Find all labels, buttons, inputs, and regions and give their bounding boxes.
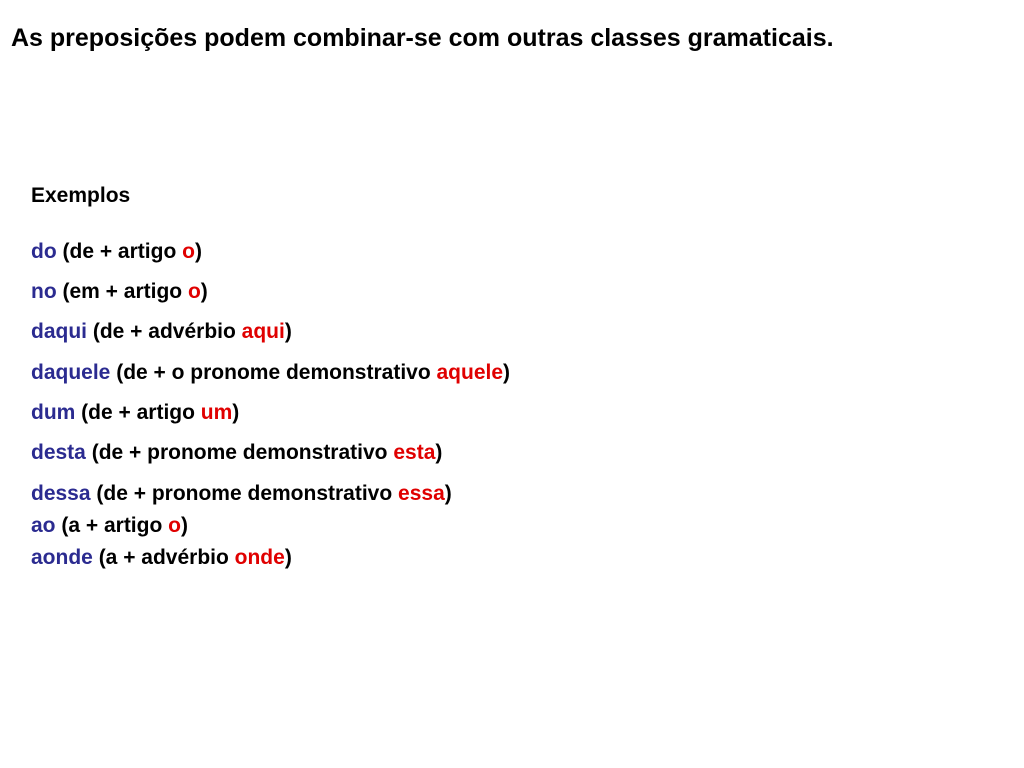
composition-open: (a + advérbio xyxy=(98,546,235,569)
composition-open: (de + o pronome demonstrativo xyxy=(116,361,437,384)
contraction-word: dum xyxy=(31,401,76,424)
example-row xyxy=(31,238,202,266)
example-row xyxy=(31,480,452,508)
examples-heading: Exemplos xyxy=(31,184,131,207)
contraction-word: aonde xyxy=(31,546,93,569)
composition-open: (de + pronome demonstrativo xyxy=(91,441,394,464)
example-row xyxy=(31,544,292,572)
composition-close: ) xyxy=(444,482,452,505)
composition-target: o xyxy=(168,514,181,537)
composition-close: ) xyxy=(503,361,511,384)
composition-open: (de + advérbio xyxy=(92,320,242,343)
composition-target: o xyxy=(187,280,201,303)
composition-close: ) xyxy=(180,514,188,537)
composition-close: ) xyxy=(284,320,292,343)
composition-open: (de + artigo xyxy=(62,240,183,263)
example-row xyxy=(31,359,510,387)
composition-open: (de + artigo xyxy=(81,401,201,424)
example-row xyxy=(31,512,188,540)
composition-target: aqui xyxy=(241,320,285,343)
example-row xyxy=(31,318,292,346)
composition-open: (de + pronome demonstrativo xyxy=(96,482,399,505)
contraction-word: dessa xyxy=(31,482,91,505)
composition-target: um xyxy=(200,401,233,424)
contraction-word: daqui xyxy=(31,320,87,343)
example-row xyxy=(31,399,239,427)
composition-close: ) xyxy=(232,401,240,424)
contraction-word: daquele xyxy=(31,361,111,384)
composition-open: (a + artigo xyxy=(61,514,169,537)
composition-target: essa xyxy=(398,482,445,505)
example-row xyxy=(31,439,442,467)
composition-target: o xyxy=(182,240,195,263)
composition-close: ) xyxy=(194,240,202,263)
contraction-word: no xyxy=(31,280,57,303)
contraction-word: desta xyxy=(31,441,86,464)
composition-close: ) xyxy=(200,280,208,303)
contraction-word: ao xyxy=(31,514,56,537)
composition-target: aquele xyxy=(436,361,504,384)
example-row xyxy=(31,278,208,306)
composition-target: esta xyxy=(393,441,436,464)
composition-target: onde xyxy=(234,546,285,569)
composition-close: ) xyxy=(435,441,443,464)
contraction-word: do xyxy=(31,240,57,263)
composition-close: ) xyxy=(284,546,292,569)
slide-title: As preposições podem combinar-se com outras classes gramaticais. xyxy=(11,24,834,52)
composition-open: (em + artigo xyxy=(62,280,188,303)
